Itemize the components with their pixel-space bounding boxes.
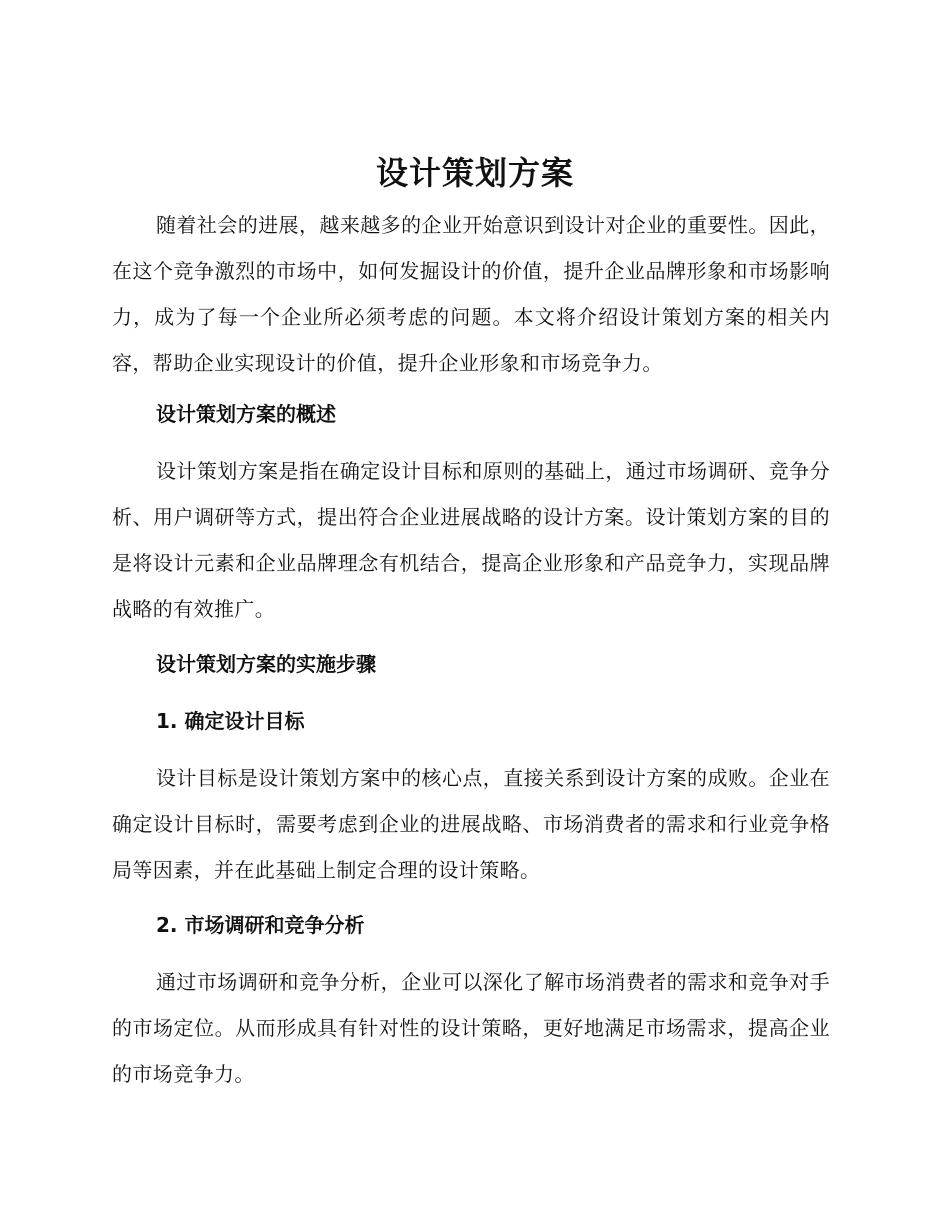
step-1-paragraph: 设计目标是设计策划方案中的核心点，直接关系到设计方案的成败。企业在确定设计目标时，需要考虑到企业的进展战略、市场消费者的需求和行业竞争格局等因素，并在此基础上制定合理的设计策略。 bbox=[112, 766, 830, 882]
intro-paragraph: 随着社会的进展，越来越多的企业开始意识到设计对企业的重要性。因此，在这个竞争激烈的市场中，如何发掘设计的价值，提升企业品牌形象和市场影响力，成为了每一个企业所必须考虑的问题。本文将介绍设计策划方案的相关内容，帮助企业实现设计的价值，提升企业形象和市场竞争力。 bbox=[112, 213, 830, 375]
document-title: 设计策划方案 bbox=[375, 154, 574, 192]
step-2-paragraph: 通过市场调研和竞争分析，企业可以深化了解市场消费者的需求和竞争对手的市场定位。从而形成具有针对性的设计策略，更好地满足市场需求，提高企业的市场竞争力。 bbox=[112, 970, 830, 1086]
step-heading-2: 2. 市场调研和竞争分析 bbox=[156, 913, 365, 937]
section-heading-overview: 设计策划方案的概述 bbox=[156, 402, 336, 426]
step-heading-1: 1. 确定设计目标 bbox=[156, 709, 305, 733]
overview-paragraph: 设计策划方案是指在确定设计目标和原则的基础上，通过市场调研、竞争分析、用户调研等方式，提出符合企业进展战略的设计方案。设计策划方案的目的是将设计元素和企业品牌理念有机结合，提高企业形象和产品竞争力，实现品牌战略的有效推广。 bbox=[112, 459, 830, 621]
section-heading-steps: 设计策划方案的实施步骤 bbox=[156, 652, 376, 676]
